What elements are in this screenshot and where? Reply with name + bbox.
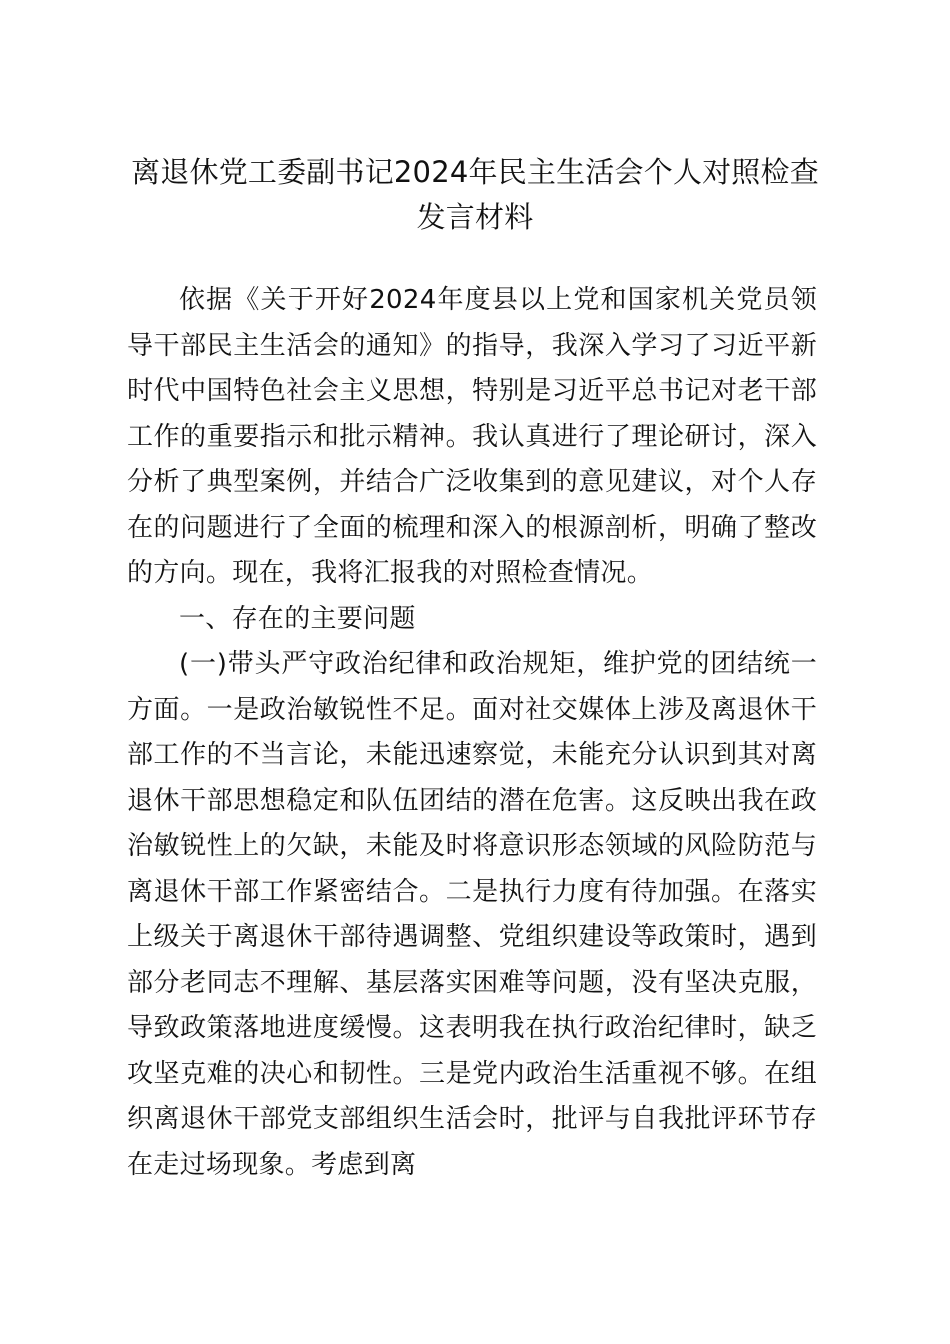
- title-line-2: 发言材料: [416, 200, 534, 234]
- document-body: [127, 278, 817, 1188]
- paragraph-section-1: (一)带头严守政治纪律和政治规矩，维护党的团结统一方面。一是政治敏锐性不足。面对社交媒体上涉及离退休干部工作的不当言论，未能迅速察觉，未能充分认识到其对离退休干部思想稳定和队伍团结的潜在危害。这反映出我在政治敏锐性上的欠缺，未能及时将意识形态领域的风险防范与离退休干部工作紧密结合。二是执行力度有待加强。在落实上级关于离退休干部待遇调整、党组织建设等政策时，遇到部分老同志不理解、基层落实困难等问题，没有坚决克服，导致政策落地进度缓慢。这表明我在执行政治纪律时，缺乏攻坚克难的决心和韧性。三是党内政治生活重视不够。在组织离退休干部党支部组织生活会时，批评与自我批评环节存在走过场现象。考虑到离: [127, 649, 817, 1180]
- section-heading: 一、存在的主要问题: [179, 603, 416, 634]
- paragraph-intro: 依据《关于开好2024年度县以上党和国家机关党员领导干部民主生活会的通知》的指导，我深入学习了习近平新时代中国特色社会主义思想，特别是习近平总书记对老干部工作的重要指示和批示精神。我认真进行了理论研讨，深入分析了典型案例，并结合广泛收集到的意见建议，对个人存在的问题进行了全面的梳理和深入的根源剖析，明确了整改的方向。现在，我将汇报我的对照检查情况。: [127, 285, 817, 588]
- title-line-1: 离退休党工委副书记2024年民主生活会个人对照检查: [131, 155, 819, 189]
- document-title: [120, 150, 830, 240]
